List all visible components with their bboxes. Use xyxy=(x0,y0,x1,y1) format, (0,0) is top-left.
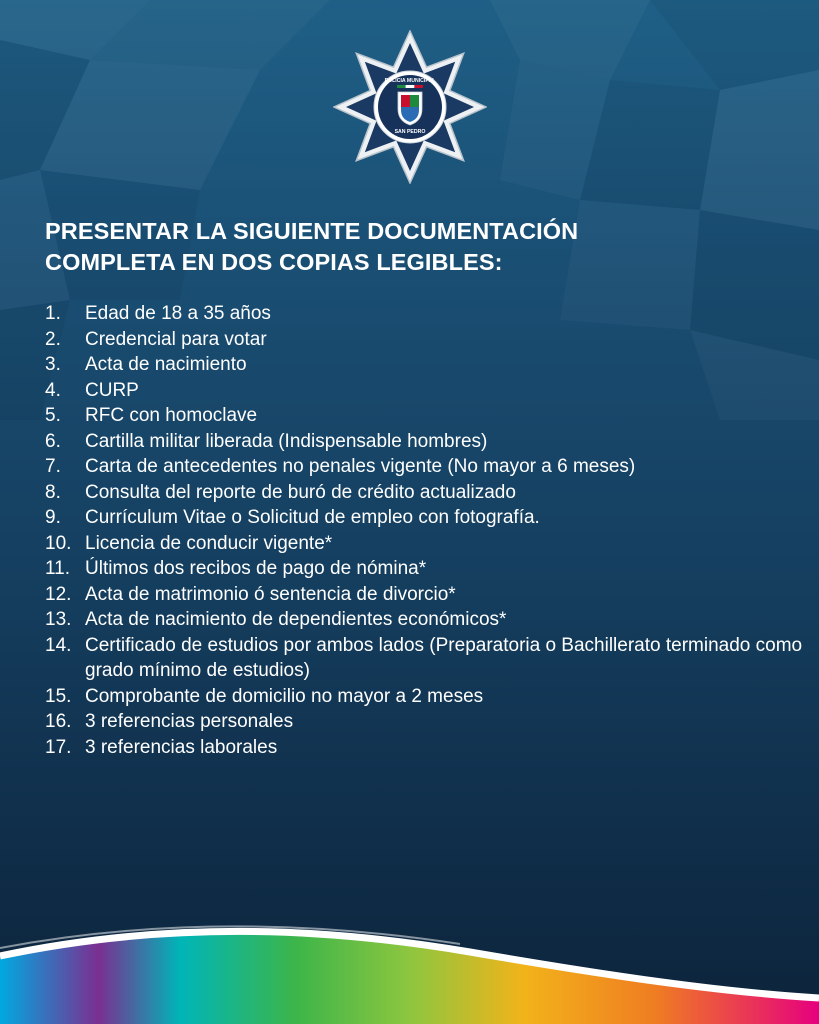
requirement-number: 4. xyxy=(45,379,61,401)
requirement-text: 3 referencias personales xyxy=(85,711,294,732)
requirement-number: 2. xyxy=(45,328,61,350)
requirement-item xyxy=(45,378,805,404)
requirement-text: CURP xyxy=(85,379,139,401)
requirement-number: 1. xyxy=(45,303,61,324)
requirement-text: Licencia de conducir vigente* xyxy=(85,532,333,554)
requirement-text: RFC con homoclave xyxy=(85,405,258,426)
requirement-item xyxy=(45,582,805,608)
requirement-number: 3. xyxy=(45,354,61,375)
requirement-item xyxy=(45,556,805,582)
requirement-item xyxy=(45,735,805,761)
requirement-text: Cartilla militar liberada (Indispensable hombres) xyxy=(85,430,488,452)
requirement-text: Comprobante de domicilio no mayor a 2 meses xyxy=(85,685,484,707)
requirement-item xyxy=(45,607,805,633)
requirement-item xyxy=(45,301,805,327)
requirement-text: Acta de matrimonio ó sentencia de divorcio* xyxy=(85,583,456,605)
requirement-number: 5. xyxy=(45,405,61,426)
requirement-item xyxy=(45,454,805,480)
heading-line-1: PRESENTAR LA SIGUIENTE DOCUMENTACIÓN xyxy=(45,218,579,244)
requirement-number: 6. xyxy=(45,430,61,452)
requirement-text: Carta de antecedentes no penales vigente (No mayor a 6 meses) xyxy=(85,456,636,477)
requirement-text: Currículum Vitae o Solicitud de empleo con fotografía. xyxy=(85,507,540,528)
requirement-number: 11. xyxy=(45,558,71,579)
requirement-number: 13. xyxy=(45,609,72,630)
requirement-item xyxy=(45,480,805,506)
requirement-number: 12. xyxy=(45,583,72,605)
requirement-number: 7. xyxy=(45,456,61,477)
requirement-item xyxy=(45,531,805,557)
rainbow-wave-footer xyxy=(0,900,819,1024)
requirement-item xyxy=(45,327,805,353)
requirement-item xyxy=(45,429,805,455)
requirement-item xyxy=(45,709,805,735)
requirement-number: 14. xyxy=(45,634,72,656)
requirement-text: Últimos dos recibos de pago de nómina* xyxy=(85,558,427,579)
requirement-number: 10. xyxy=(45,532,72,554)
requirement-number: 8. xyxy=(45,481,61,503)
requirement-item xyxy=(45,505,805,531)
requirement-text: Acta de nacimiento xyxy=(85,354,247,375)
requirement-text: Edad de 18 a 35 años xyxy=(85,303,271,324)
heading-line-2: COMPLETA EN DOS COPIAS LEGIBLES: xyxy=(45,249,503,275)
badge-top-text: POLICIA MUNICIPAL xyxy=(384,78,436,84)
requirements-list xyxy=(45,301,805,760)
requirement-item xyxy=(45,352,805,378)
requirement-number: 9. xyxy=(45,507,61,528)
requirement-item xyxy=(45,403,805,429)
requirement-item xyxy=(45,633,805,684)
police-badge-logo xyxy=(333,30,487,184)
requirement-item xyxy=(45,684,805,710)
badge-bottom-text: SAN PEDRO xyxy=(394,129,426,135)
requirement-number: 15. xyxy=(45,685,72,707)
page-heading xyxy=(45,216,785,278)
requirement-number: 17. xyxy=(45,736,72,758)
requirement-text: Acta de nacimiento de dependientes económicos* xyxy=(85,609,507,630)
requirement-text: Certificado de estudios por ambos lados (Preparatoria o Bachillerato terminado como grado mínimo de estudios) xyxy=(85,634,803,681)
requirement-number: 16. xyxy=(45,711,72,732)
requirement-text: Consulta del reporte de buró de crédito actualizado xyxy=(85,481,516,503)
requirement-text: Credencial para votar xyxy=(85,328,267,350)
requirement-text: 3 referencias laborales xyxy=(85,736,278,758)
